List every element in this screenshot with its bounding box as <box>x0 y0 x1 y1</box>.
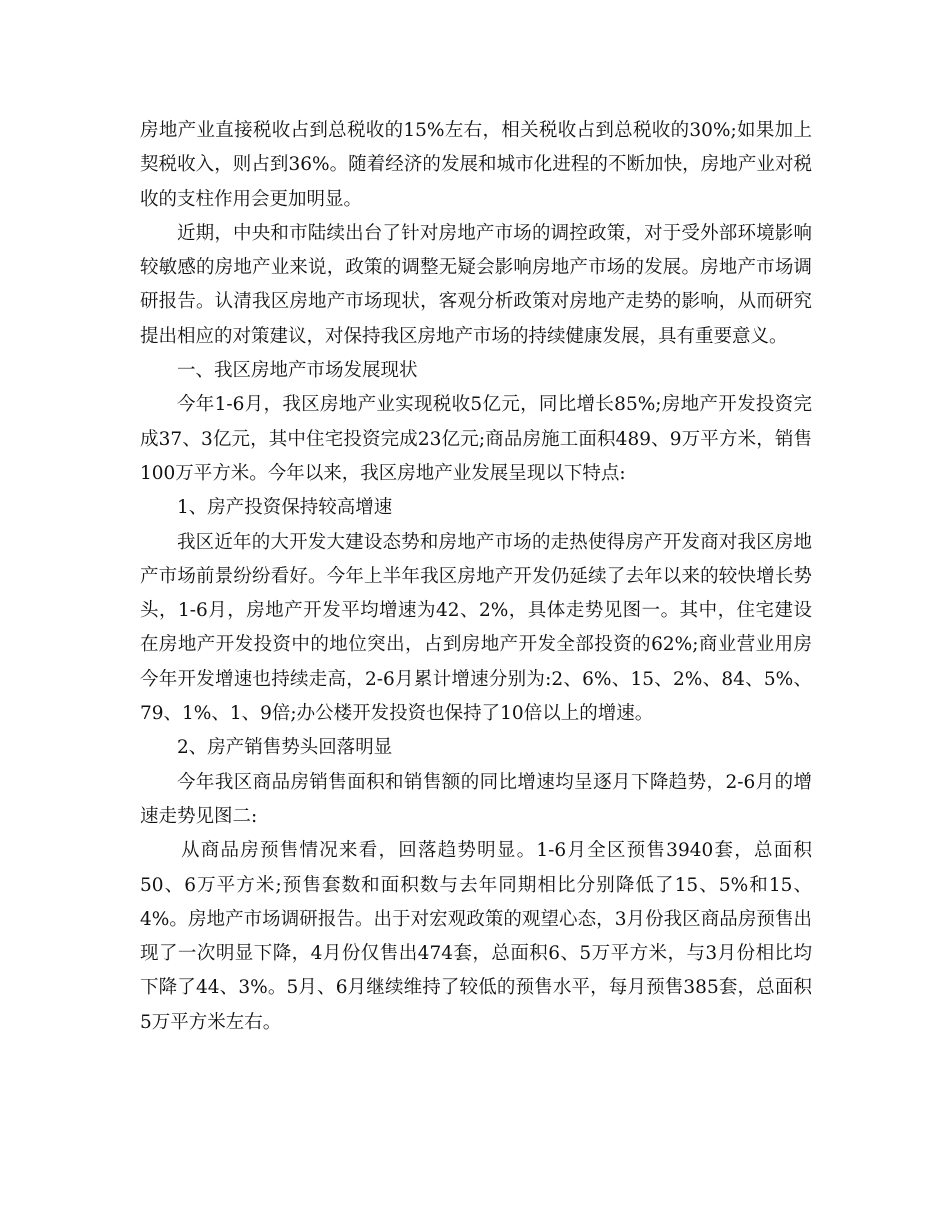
paragraph-half-year-stats: 今年1-6月，我区房地产业实现税收5亿元，同比增长85%;房地产开发投资完成37、3亿元，其中住宅投资完成23亿元;商品房施工面积489、9万平方米，销售100万平方米。今年以来，我区房地产业发展呈现以下特点: <box>140 394 812 484</box>
paragraph-policy-intro: 近期，中央和市陆续出台了针对房地产市场的调控政策，对于受外部环境影响较敏感的房地产业来说，政策的调整无疑会影响房地产市场的发展。房地产市场调研报告。认清我区房地产市场现状，客观分析政策对房地产走势的影响，从而研究提出相应的对策建议，对保持我区房地产市场的持续健康发展，具有重要意义。 <box>140 222 812 347</box>
subheading-investment-growth: 1、房产投资保持较高增速 <box>177 497 393 519</box>
paragraph-sales-trend: 今年我区商品房销售面积和销售额的同比增速均呈逐月下降趋势，2-6月的增速走势见图二: <box>140 771 812 827</box>
subheading-sales-decline: 2、房产销售势头回落明显 <box>177 737 393 759</box>
section-heading-market-status: 一、我区房地产市场发展现状 <box>177 360 418 382</box>
paragraph-investment-detail: 我区近年的大开发大建设态势和房地产市场的走热使得房产开发商对我区房地产市场前景纷纷看好。今年上半年我区房地产开发仍延续了去年以来的较快增长势头，1-6月，房地产开发平均增速为42、2%，具体走势见图一。其中，住宅建设在房地产开发投资中的地位突出，占到房地产开发全部投资的62%;商业营业用房今年开发增速也持续走高，2-6月累计增速分别为:2、6%、15、2%、84、5%、79、1%、1、9倍;办公楼开发投资也保持了10倍以上的增速。 <box>140 531 812 725</box>
paragraph-tax-share: 房地产业直接税收占到总税收的15%左右，相关税收占到总税收的30%;如果加上契税收入，则占到36%。随着经济的发展和城市化进程的不断加快，房地产业对税收的支柱作用会更加明显。 <box>140 120 812 210</box>
document-body <box>140 114 812 1040</box>
paragraph-presale-detail: 从商品房预售情况来看，回落趋势明显。1-6月全区预售3940套，总面积50、6万平方米;预售套数和面积数与去年同期相比分别降低了15、5%和15、4%。房地产市场调研报告。出于对宏观政策的观望心态，3月份我区商品房预售出现了一次明显下降，4月份仅售出474套，总面积6、5万平方米，与3月份相比均下降了44、3%。5月、6月继续维持了较低的预售水平，每月预售385套，总面积5万平方米左右。 <box>140 840 812 1033</box>
